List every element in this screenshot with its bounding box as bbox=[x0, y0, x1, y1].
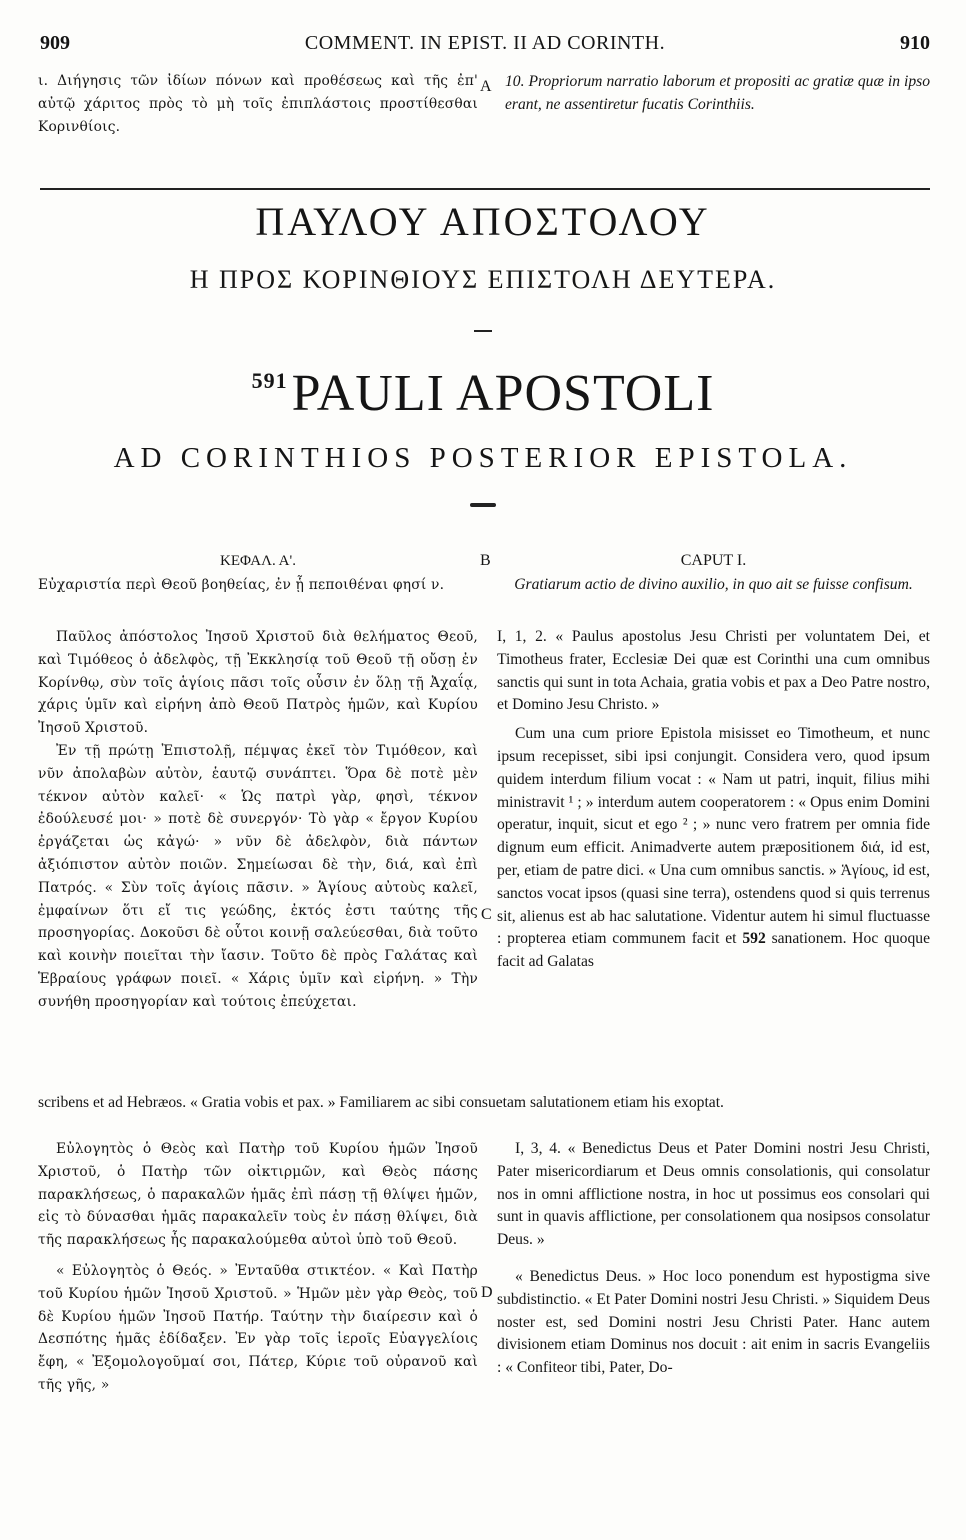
ornament bbox=[470, 503, 496, 507]
latin-paragraph: I, 1, 2. « Paulus apostolus Jesu Christi per voluntatem Dei, et Timotheus frater, Ecclesiæ Dei quæ est Corinthi una cum omnibus sanctis qui sunt in tota Achaia, gratia vobis et pax a Deo Patre nostro, et Domino Jesu Christo. » bbox=[497, 628, 930, 714]
latin-paragraph bbox=[497, 723, 930, 974]
latin-paragraph: I, 3, 4. « Benedictus Deus et Pater Domini nostri Jesu Christi, Pater misericordiarum et Deus omnis consolationis, qui consolatur nos in omni afflictione nostra, in hoc ut possimus eos consolari qui sunt in quavis afflictione, per consolationem qua nosipsos consolatur Deus. » bbox=[497, 1140, 930, 1249]
page-number-right: 910 bbox=[900, 32, 930, 54]
top-note-latin: 10. Propriorum narratio laborum et propositi ac gratiæ quæ in ipso erant, ne assentiretur fucatis Corinthiis. bbox=[505, 73, 930, 113]
greek-subtitle: Η ΠΡΟΣ ΚΟΡΙΝΘΙΟΥΣ ΕΠΙΣΤΟΛΗ ΔΕΥΤΕΡΑ. bbox=[189, 265, 777, 294]
greek-text-block-1 bbox=[38, 626, 478, 1014]
page-number-left: 909 bbox=[40, 32, 70, 54]
column-number: 591 bbox=[251, 368, 288, 393]
chapter-head-greek: ΚΕΦΑΛ. Α'. bbox=[220, 553, 296, 569]
column-number-inline: 592 bbox=[742, 930, 766, 948]
chapter-head-latin: CAPUT I. bbox=[680, 552, 747, 569]
latin-title bbox=[0, 364, 966, 423]
greek-paragraph: Εὐλογητὸς ὁ Θεὸς καὶ Πατὴρ τοῦ Κυρίου ἡμῶν Ἰησοῦ Χριστοῦ, ὁ Πατὴρ τῶν οἰκτιρμῶν, καὶ Θεὸς πάσης παρακλήσεως, ὁ παρακαλῶν ἡμᾶς ἐπὶ πάσῃ τῇ θλίψει ἡμῶν, εἰς τὸ δύνασθαι ἡμᾶς παρακαλεῖν τοὺς ἐν πάσῃ θλίψει, διὰ τῆς παρακλήσεως ἧς παρακαλούμεθα αὐτοὶ ὑπὸ τοῦ Θεοῦ. bbox=[38, 1141, 478, 1249]
greek-paragraph: « Εὐλογητὸς ὁ Θεός. » Ἐνταῦθα στικτέον. « Καὶ Πατὴρ τοῦ Κυρίου ἡμῶν Ἰησοῦ Χριστοῦ. » Ἡμῶν μὲν γὰρ Θεὸς, τοῦ δὲ Κυρίου ἡμῶν Ἰησοῦ Πατήρ. Ταύτην τὴν διαίρεσιν καὶ ὁ Δεσπότης ἡμᾶς ἐδίδαξεν. Ἐν γὰρ τοῖς ἱεροῖς Εὐαγγελίοις ἔφη, « Ἐξομολογοῦμαί σοι, Πάτερ, Κύριε τοῦ οὐρανοῦ καὶ τῆς γῆς, » bbox=[38, 1262, 478, 1393]
title-dash bbox=[474, 330, 492, 332]
latin-subtitle: AD CORINTHIOS POSTERIOR EPISTOLA. bbox=[113, 442, 853, 474]
margin-marker-a: A bbox=[480, 78, 492, 95]
section-rule bbox=[40, 188, 930, 190]
greek-text-block-2 bbox=[38, 1138, 478, 1397]
chapter-summary-greek: Εὐχαριστία περὶ Θεοῦ βοηθείας, ἐν ᾗ πεποιθέναι φησί ν. bbox=[38, 577, 445, 593]
chapter-summary-latin: Gratiarum actio de divino auxilio, in quo ait se fuisse confisum. bbox=[514, 576, 913, 593]
latin-paragraph-text: Cum una cum priore Epistola misisset eo Timotheum, et nunc ipsum recepisset, sibi ipsi conjungit. Considera vero, quod ipsum quidem interdum filium vocat : « Nam ut patri, inquit, filius mihi ministravit ¹ ; » interdum autem cooperatorem : « Opus enim Domini operatur, inquit, sicut et ego ² ; » nunc vero fratrem per omnia fide dignum eum efficit. Animadverte autem præpositionem διά, id est, per, etiam de patre dici. « Una cum omnibus sanctis. » Ἁγίους, id est, sanctos vocat ipsos (quasi sine terra), ostendens quod si quis terrenus sit, alienus est ab hac salutatione. Videntur autem hi simul fluctuasse : propterea etiam communem facit et bbox=[497, 725, 930, 948]
top-note-greek: ι. Διήγησις τῶν ἰδίων πόνων καὶ προθέσεως καὶ τῆς ἐπ' αὐτῷ χάριτος πρὸς τὸ μὴ τοῖς ἐπιπλάστοις προστίθεσθαι Κορινθίοις. bbox=[38, 73, 478, 135]
greek-title: ΠΑΥΛΟΥ ΑΠΟΣΤΟΛΟΥ bbox=[255, 199, 711, 244]
margin-marker-d: D bbox=[481, 1284, 493, 1301]
running-title: COMMENT. IN EPIST. II AD CORINTH. bbox=[304, 32, 666, 54]
latin-text-block-2 bbox=[497, 1138, 930, 1380]
greek-paragraph: Παῦλος ἀπόστολος Ἰησοῦ Χριστοῦ διὰ θελήματος Θεοῦ, καὶ Τιμόθεος ὁ ἀδελφὸς, τῇ Ἐκκλησίᾳ τοῦ Θεοῦ τῇ οὔσῃ ἐν Κορίνθῳ, σὺν τοῖς ἁγίοις πᾶσι τοῖς οὖσιν ἐν ὅλῃ τῇ Ἀχαΐᾳ, χάρις ὑμῖν καὶ εἰρήνη ἀπὸ Θεοῦ Πατρὸς ἡμῶν, καὶ Κυρίου Ἰησοῦ Χριστοῦ. bbox=[38, 629, 478, 737]
latin-paragraph: « Benedictus Deus. » Hoc loco ponendum est hypostigma sive subdistinctio. « Et Pater Domini nostri Jesu Christi. » Siquidem Deus noster est, sed Domini nostri Jesu Christi Pater. Hanc autem divisionem etiam Dominus nos docuit : ait enim in sacris Evangeliis : « Confiteor tibi, Pater, Do- bbox=[497, 1267, 930, 1377]
margin-marker-b: B bbox=[480, 552, 491, 569]
latin-paragraph-text: sanationem. Hoc quoque facit ad Galatas bbox=[497, 930, 930, 971]
running-header bbox=[40, 32, 930, 60]
margin-marker-c: C bbox=[481, 906, 492, 923]
greek-paragraph: Ἐν τῇ πρώτῃ Ἐπιστολῇ, πέμψας ἐκεῖ τὸν Τιμόθεον, καὶ νῦν ἀπολαβὼν αὐτὸν, ἑαυτῷ συνάπτει. Ὅρα δὲ ποτὲ μὲν τέκνον αὐτὸν καλεῖ· « Ὡς πατρὶ γὰρ, φησὶ, τέκνον ἐδούλευσέ μοι· » ποτὲ δὲ συνεργόν· Τὸ γὰρ « ἔργον Κυρίου ἐργάζεται ὡς κἀγώ· » νῦν δὲ ἀδελφὸν, διὰ πάντων ἀξιόπιστον αὐτὸν ποιῶν. Σημείωσαι δὲ τὴν, διά, καὶ ἐπὶ Πατρός. « Σὺν τοῖς ἁγίοις πᾶσιν. » Ἁγίους αὐτοὺς καλεῖ, ἐμφαίνων ὅτι εἴ τις γεώδης, ἐκτός ἐστι ταύτης τῆς προσηγορίας. Δοκοῦσι δὲ οὗτοι κοινῇ σαλεύεσθαι, διὰ τοῦτο καὶ κοινὴν ποιεῖται τὴν ἴασιν. Τοῦτο δὲ πρὸς Γαλάτας καὶ Ἑβραίους γράφων ποιεῖ. « Χάρις ὑμῖν καὶ εἰρήνη. » Τὴν συνήθη προσηγορίαν καὶ τούτοις ἐπεύχεται. bbox=[38, 742, 478, 1010]
latin-title-text: PAULI APOSTOLI bbox=[291, 365, 715, 422]
latin-text-block-1 bbox=[497, 626, 930, 974]
full-width-line: scribens et ad Hebræos. « Gratia vobis et pax. » Familiarem ac sibi consuetam salutationem etiam his exoptat. bbox=[38, 1094, 724, 1111]
